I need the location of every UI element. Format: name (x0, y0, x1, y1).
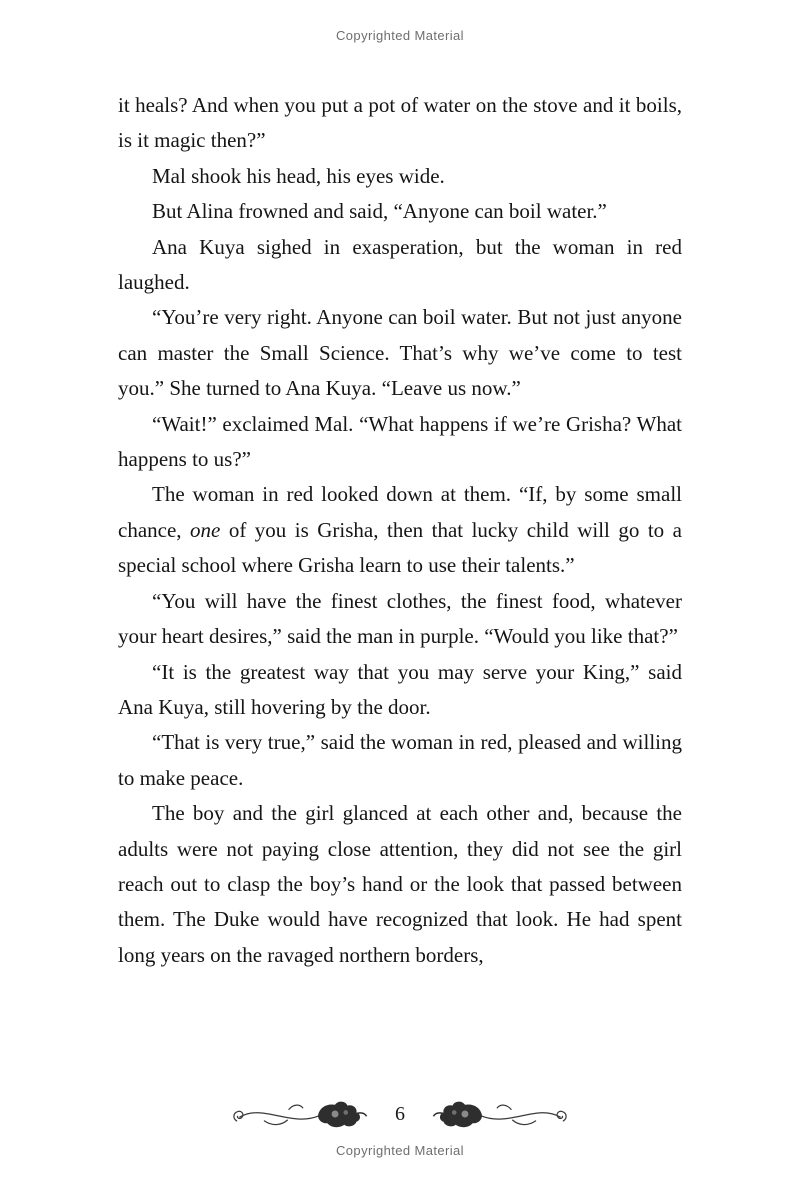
paragraph-emphasis: one (190, 517, 221, 542)
page-text (118, 88, 682, 973)
page-number: 6 (395, 1103, 405, 1125)
page-footer (0, 1097, 800, 1158)
copyright-notice-bottom: Copyrighted Material (336, 1143, 464, 1158)
copyright-notice-top: Copyrighted Material (336, 28, 464, 43)
paragraph-segment: The woman in red looked down at them. “If, by some small chance, (118, 482, 682, 542)
paragraph: Mal shook his head, his eyes wide. (152, 163, 445, 188)
paragraph: But Alina frowned and said, “Anyone can boil water.” (152, 199, 607, 224)
paragraph (118, 477, 682, 583)
paragraph: “It is the greatest way that you may serve your King,” said Ana Kuya, still hovering by the door. (118, 659, 682, 719)
paragraph: The boy and the girl glanced at each other and, because the adults were not paying close attention, they did not see the girl reach out to clasp the boy’s hand or the look that passed between them. The Duke would have recognized that look. He had spent long years on the ravaged northern borders, (118, 801, 682, 967)
paragraph-segment: of you is Grisha, then that lucky child will go to a special school where Grisha learn to use their talents.” (118, 517, 682, 578)
paragraph: Ana Kuya sighed in exasperation, but the woman in red laughed. (118, 234, 682, 295)
footer-ornament (0, 1097, 800, 1131)
paragraph: “You’re very right. Anyone can boil water. But not just anyone can master the Small Science. That’s why we’ve come to test you.” She turned to Ana Kuya. “Leave us now.” (118, 305, 682, 401)
paragraph: “You will have the finest clothes, the finest food, whatever your heart desires,” said the man in purple. “Would you like that?” (118, 588, 682, 649)
flourish-right-icon (425, 1097, 571, 1131)
paragraph: “That is very true,” said the woman in red, pleased and willing to make peace. (118, 730, 682, 790)
flourish-left-icon (229, 1097, 375, 1131)
paragraph: “Wait!” exclaimed Mal. “What happens if we’re Grisha? What happens to us?” (118, 411, 682, 472)
paragraph: it heals? And when you put a pot of water on the stove and it boils, is it magic then?” (118, 93, 682, 153)
